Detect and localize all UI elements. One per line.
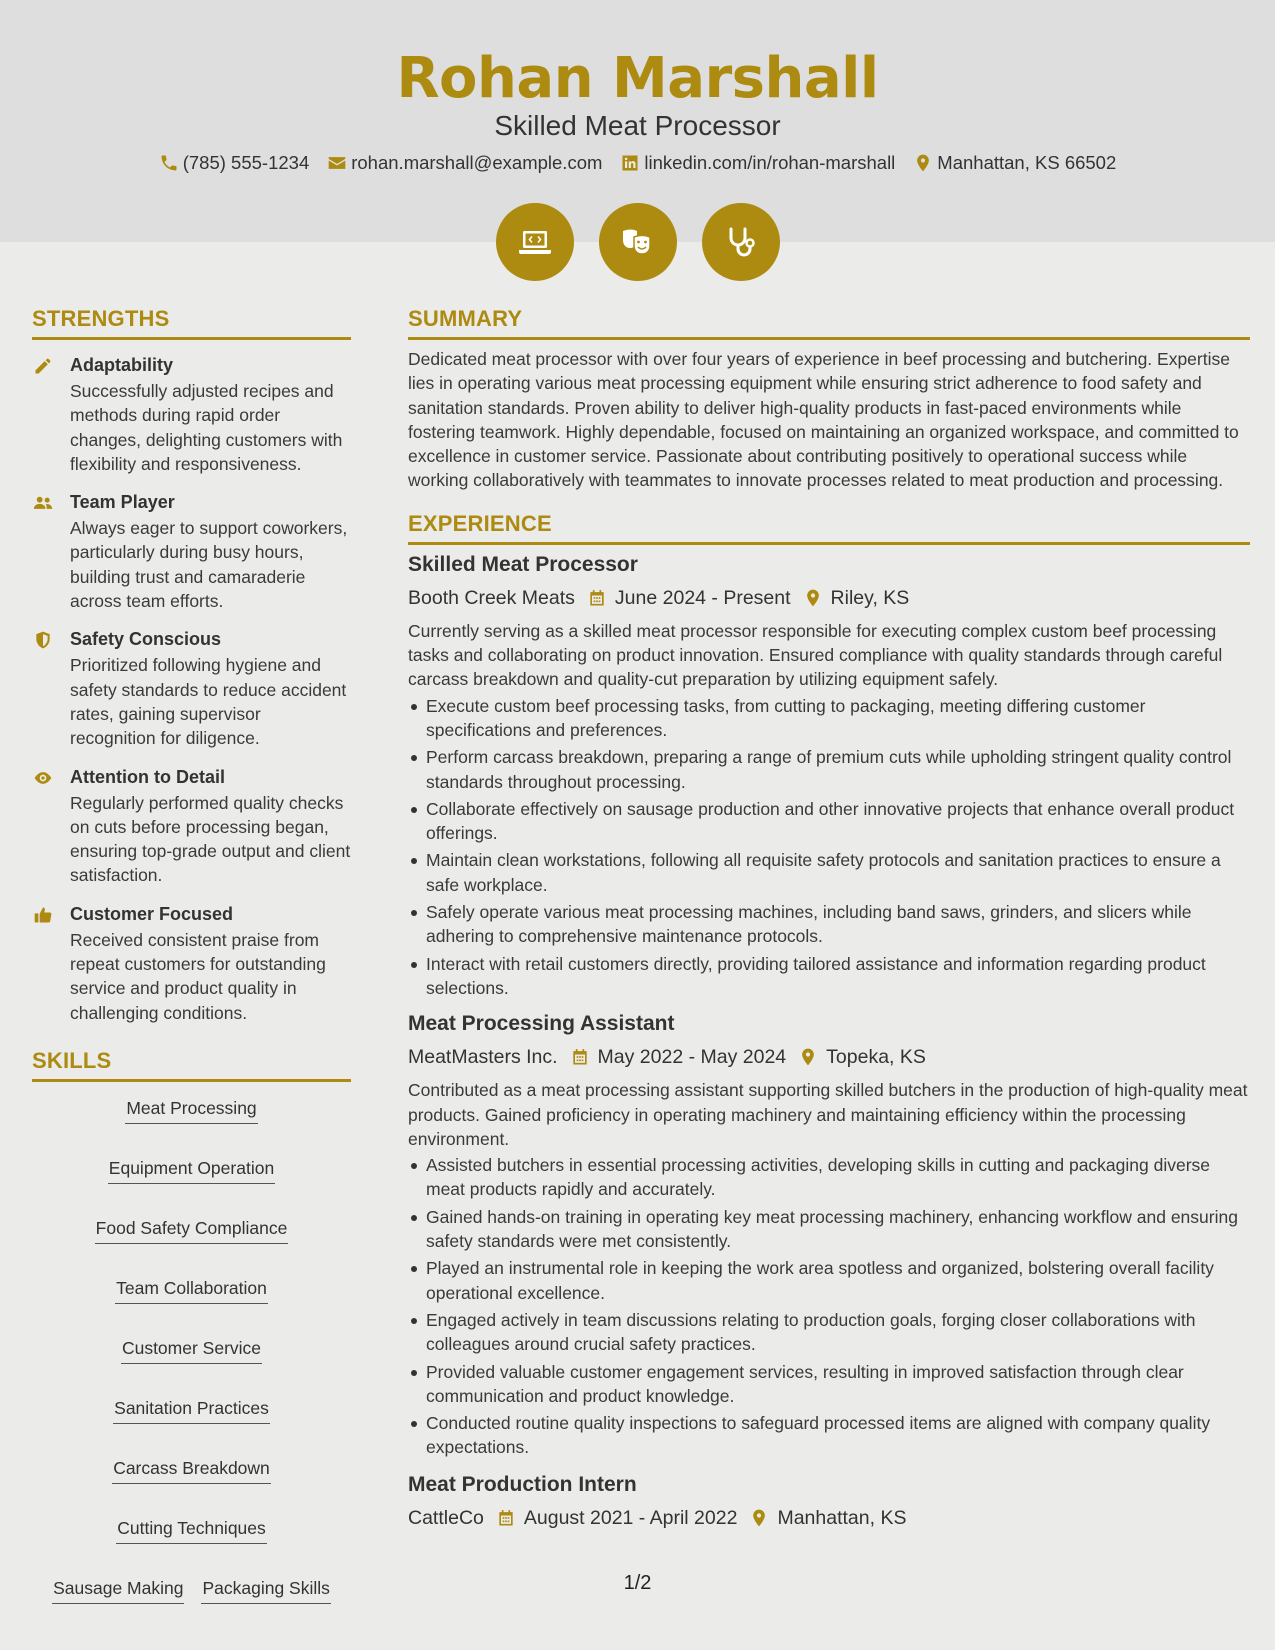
- badge-row: [0, 203, 1275, 281]
- page-number: 1/2: [623, 1572, 652, 1594]
- location-text: Manhattan, KS 66502: [937, 152, 1117, 173]
- skills-heading: SKILLS: [32, 1048, 351, 1082]
- strength-item: [32, 903, 351, 1025]
- skill-tag: Cutting Techniques: [116, 1516, 267, 1544]
- job-location: Topeka, KS: [826, 1046, 926, 1069]
- stethoscope-icon: [721, 222, 761, 262]
- badge-laptop-code: [496, 203, 574, 281]
- eye-icon: [32, 768, 54, 788]
- strength-item: [32, 766, 351, 888]
- job-description: Contributed as a meat processing assistant supporting skilled butchers in the production of high-quality meat products. Gained proficiency in operating machinery and maintaining efficiency within the processing environment.: [408, 1080, 1248, 1149]
- skill-tag: Team Collaboration: [115, 1276, 268, 1304]
- job-entry: [408, 1010, 1250, 1459]
- phone-text: (785) 555-1234: [182, 152, 310, 173]
- summary-text: Dedicated meat processor with over four years of experience in beef processing and butchering. Expertise lies in operating various meat processing equipment while ensuring strict adherence to food safety and sanitation standards. Proven ability to deliver high-quality products in fast-paced environments while fostering teamwork. Highly dependable, focused on maintaining an organized workspace, and committed to excellence in customer service. Passionate about contributing positively to operational success while working collaboratively with teammates to innovate processes related to meat production and processing.: [408, 349, 1239, 491]
- users-icon: [32, 493, 54, 513]
- shield-icon: [32, 630, 54, 650]
- calendar-icon: [587, 588, 607, 608]
- job-location: Manhattan, KS: [777, 1506, 907, 1529]
- strength-desc: Prioritized following hygiene and safety standards to reduce accident rates, gaining supervisor recognition for diligence.: [70, 655, 347, 749]
- job-entry: [408, 1471, 1250, 1531]
- candidate-title: Skilled Meat Processor: [494, 110, 781, 141]
- candidate-name: Rohan Marshall: [396, 46, 879, 111]
- job-bullet: Maintain clean workstations, following all requisite safety protocols and sanitation practices to ensure a safe workplace.: [408, 848, 1250, 897]
- job-bullet: Provided valuable customer engagement services, resulting in improved satisfaction through clear communication and product knowledge.: [408, 1360, 1250, 1409]
- calendar-icon: [570, 1047, 590, 1067]
- right-column: [408, 306, 1250, 1531]
- left-column: [32, 306, 351, 1604]
- job-company: Booth Creek Meats: [408, 586, 575, 609]
- strengths-heading: STRENGTHS: [32, 306, 351, 340]
- email-text: rohan.marshall@example.com: [351, 152, 603, 173]
- contact-linkedin[interactable]: [620, 152, 895, 174]
- contact-phone[interactable]: [159, 152, 310, 174]
- strength-name: Customer Focused: [70, 903, 234, 924]
- strength-desc: Received consistent praise from repeat customers for outstanding service and product quality in challenging conditions.: [70, 929, 326, 1023]
- job-title: Meat Processing Assistant: [408, 1012, 675, 1036]
- strength-name: Safety Conscious: [70, 629, 222, 650]
- strength-item: [32, 354, 351, 476]
- skill-tag: Sausage Making: [52, 1576, 184, 1604]
- strength-name: Team Player: [70, 492, 175, 513]
- job-company: CattleCo: [408, 1506, 484, 1529]
- strength-item: [32, 491, 351, 613]
- calendar-icon: [496, 1508, 516, 1528]
- strength-desc: Always eager to support coworkers, particularly during busy hours, building trust and camaraderie across team efforts.: [70, 518, 348, 612]
- job-bullet: Engaged actively in team discussions relating to production goals, forging closer collaborations with colleagues around crucial safety practices.: [408, 1308, 1250, 1357]
- phone-icon: [159, 153, 179, 173]
- job-dates: May 2022 - May 2024: [597, 1046, 787, 1069]
- job-meta: [408, 1505, 1250, 1531]
- skill-tag: Carcass Breakdown: [112, 1456, 271, 1484]
- job-dates: June 2024 - Present: [614, 586, 791, 609]
- strengths-list: [32, 354, 351, 1025]
- linkedin-icon: [620, 153, 640, 173]
- job-description: Currently serving as a skilled meat processor responsible for executing complex custom beef processing tasks and collaborating on product innovation. Ensured compliance with quality standards through careful carcass breakdown and quality-cut preparation by utilizing equipment safely.: [408, 620, 1223, 690]
- job-bullet: Conducted routine quality inspections to safeguard processed items are aligned with company quality expectations.: [408, 1411, 1250, 1460]
- job-bullets: [408, 1153, 1250, 1460]
- strength-desc: Successfully adjusted recipes and methods during rapid order changes, delighting customers with flexibility and responsiveness.: [70, 381, 343, 474]
- strength-name: Attention to Detail: [70, 766, 225, 787]
- job-bullet: Assisted butchers in essential processing activities, developing skills in cutting and packaging diverse meat products rapidly and accurately.: [408, 1153, 1250, 1202]
- contact-bar: [0, 152, 1275, 174]
- strength-name: Adaptability: [70, 355, 174, 375]
- strength-desc: Regularly performed quality checks on cuts before processing began, ensuring top-grade output and client satisfaction.: [70, 792, 351, 886]
- job-dates: August 2021 - April 2022: [523, 1506, 738, 1529]
- job-bullet: Safely operate various meat processing machines, including band saws, grinders, and slicers while adhering to comprehensive maintenance protocols.: [408, 900, 1250, 949]
- experience-heading: EXPERIENCE: [408, 511, 1250, 545]
- job-bullet: Execute custom beef processing tasks, from cutting to packaging, meeting differing customer specifications and preferences.: [408, 694, 1250, 743]
- job-company: MeatMasters Inc.: [408, 1046, 558, 1069]
- job-bullet: Collaborate effectively on sausage production and other innovative projects that enhance overall product offerings.: [408, 797, 1250, 846]
- badge-stethoscope: [702, 203, 780, 281]
- skill-tag: Equipment Operation: [108, 1156, 275, 1184]
- job-bullet: Played an instrumental role in keeping the work area spotless and organized, bolstering overall facility operational excellence.: [408, 1256, 1250, 1305]
- contact-email[interactable]: [327, 152, 602, 174]
- job-bullets: [408, 694, 1250, 1001]
- contact-location: [913, 152, 1116, 174]
- strength-item: [32, 628, 351, 750]
- map-pin-icon: [803, 588, 823, 608]
- thumbs-up-icon: [32, 905, 54, 925]
- map-pin-icon: [749, 1508, 769, 1528]
- job-bullet: Gained hands-on training in operating key meat processing machinery, enhancing workflow and ensuring safety standards were met consistently.: [408, 1205, 1250, 1254]
- job-meta: [408, 585, 1250, 611]
- skill-tag: Sanitation Practices: [113, 1396, 270, 1424]
- envelope-icon: [327, 153, 347, 173]
- job-bullet: Interact with retail customers directly, providing tailored assistance and information regarding product selections.: [408, 952, 1250, 1001]
- laptop-code-icon: [515, 222, 555, 262]
- skill-tag: Customer Service: [121, 1336, 262, 1364]
- job-title: Meat Production Intern: [408, 1472, 637, 1496]
- badge-theater-masks: [599, 203, 677, 281]
- linkedin-text: linkedin.com/in/rohan-marshall: [644, 152, 896, 173]
- skills-list: [32, 1096, 351, 1604]
- skill-tag: Packaging Skills: [201, 1576, 330, 1604]
- job-title: Skilled Meat Processor: [408, 552, 638, 576]
- summary-heading: SUMMARY: [408, 306, 1250, 340]
- job-entry: [408, 551, 1250, 1000]
- job-meta: [408, 1044, 1250, 1070]
- skill-tag: Food Safety Compliance: [95, 1216, 289, 1244]
- map-pin-icon: [798, 1047, 818, 1067]
- skill-tag: Meat Processing: [125, 1096, 257, 1124]
- job-location: Riley, KS: [830, 586, 910, 609]
- pencil-icon: [32, 356, 54, 376]
- theater-masks-icon: [618, 222, 658, 262]
- job-bullet: Perform carcass breakdown, preparing a range of premium cuts while upholding stringent quality control standards throughout processing.: [408, 745, 1250, 794]
- map-pin-icon: [913, 153, 933, 173]
